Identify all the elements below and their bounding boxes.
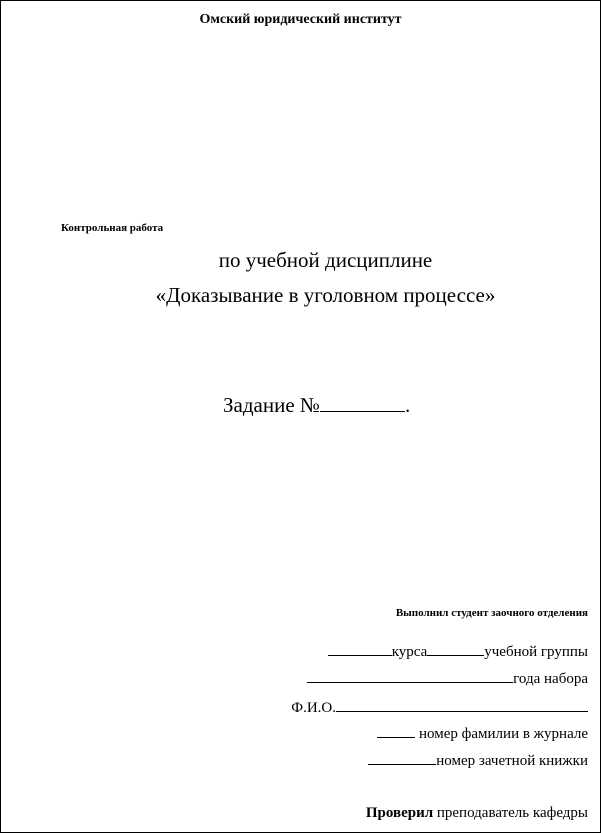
fio-line (291, 697, 588, 716)
fio-label: Ф.И.О. (291, 700, 336, 716)
course-blank[interactable] (328, 641, 392, 656)
course-group-line (328, 641, 588, 660)
teacher-label: преподаватель кафедры (433, 805, 588, 821)
group-label: учебной группы (484, 644, 588, 660)
course-label: курса (391, 644, 428, 660)
task-number-line (223, 393, 410, 416)
institute-name: Омский юридический институт (199, 12, 402, 27)
task-end: . (404, 393, 411, 417)
task-label: Задание № (223, 393, 320, 417)
year-label: года набора (513, 671, 588, 687)
journal-blank[interactable] (377, 723, 415, 738)
record-book-label: номер зачетной книжки (436, 753, 588, 769)
journal-label: номер фамилии в журнале (415, 726, 588, 742)
journal-number-line (377, 723, 588, 742)
checked-label: Проверил (365, 805, 434, 821)
fio-blank[interactable] (336, 697, 588, 712)
course-name: «Доказывание в уголовном процессе» (155, 283, 496, 307)
record-book-blank[interactable] (368, 750, 436, 765)
record-book-line (368, 750, 588, 769)
work-type: Контрольная работа (61, 222, 164, 234)
discipline-line: по учебной дисциплине (218, 248, 433, 272)
year-blank[interactable] (307, 668, 513, 683)
enrollment-year-line (307, 668, 588, 687)
task-number-blank[interactable] (320, 393, 405, 412)
group-blank[interactable] (427, 641, 484, 656)
checked-by-line (366, 806, 588, 821)
performed-by: Выполнил студент заочного отделения (395, 607, 588, 619)
